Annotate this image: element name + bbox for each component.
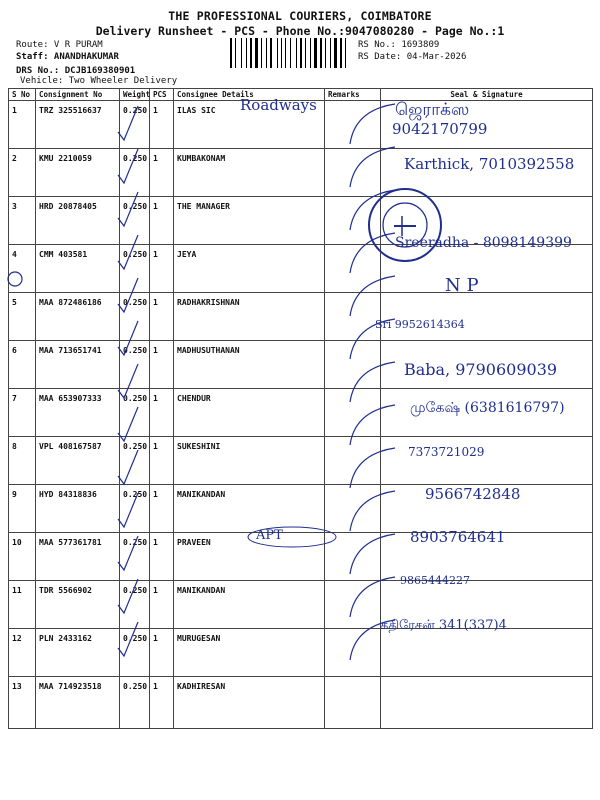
- barcode-bar: [312, 38, 313, 68]
- sno-cell: 4: [9, 245, 36, 293]
- barcode-bar: [305, 38, 306, 68]
- weight-cell: 0.250: [120, 149, 150, 197]
- company-title: THE PROFESSIONAL COURIERS, COIMBATORE: [168, 9, 432, 23]
- consignee-cell: MANIKANDAN: [174, 581, 325, 629]
- barcode-bar: [340, 38, 342, 68]
- barcode-bar: [277, 38, 278, 68]
- consignee-cell: JEYA: [174, 245, 325, 293]
- barcode-bar: [327, 38, 329, 68]
- pcs-cell: 1: [150, 389, 174, 437]
- sno-cell: 11: [9, 581, 36, 629]
- handwritten-signature: 7373721029: [408, 445, 485, 459]
- table-row: [9, 677, 593, 729]
- barcode-bar: [255, 38, 258, 68]
- signature-cell: [381, 293, 593, 341]
- handwritten-signature: Baba, 9790609039: [404, 360, 558, 379]
- barcode-bar: [292, 38, 295, 68]
- remarks-cell: [325, 389, 381, 437]
- barcode-bar: [268, 38, 269, 68]
- barcode-bar: [323, 38, 324, 68]
- handwritten-signature: Sreeradha - 8098149399: [395, 235, 572, 251]
- sno-cell: 9: [9, 485, 36, 533]
- weight-cell: 0.250: [120, 197, 150, 245]
- consignment-cell: MAA 713651741: [36, 341, 120, 389]
- barcode-bar: [347, 38, 349, 68]
- handwritten-note: APT: [256, 528, 283, 543]
- barcode-bar: [246, 38, 247, 68]
- barcode-bar: [270, 38, 272, 68]
- consignee-cell: ILAS SIC: [174, 101, 325, 149]
- handwritten-signature: Sri 9952614364: [375, 318, 465, 331]
- col-pcs: PCS: [150, 89, 174, 101]
- weight-cell: 0.250: [120, 341, 150, 389]
- barcode-bar: [237, 38, 240, 68]
- seal-stamp: [366, 186, 444, 264]
- remarks-cell: [325, 533, 381, 581]
- barcode-bar: [253, 38, 254, 68]
- consignee-cell: MADHUSUTHANAN: [174, 341, 325, 389]
- col-weight: Weight: [120, 89, 150, 101]
- handwritten-signature: கதிரேசன் 341(337)4: [380, 618, 507, 633]
- weight-cell: 0.250: [120, 101, 150, 149]
- weight-cell: 0.250: [120, 485, 150, 533]
- barcode-bar: [310, 38, 311, 68]
- consignee-cell: KUMBAKONAM: [174, 149, 325, 197]
- remarks-cell: [325, 629, 381, 677]
- remarks-cell: [325, 677, 381, 729]
- table-row: [9, 437, 593, 485]
- barcode-bar: [338, 38, 339, 68]
- route-label: Route: V R PURAM: [16, 40, 103, 50]
- barcode-bar: [307, 38, 309, 68]
- barcode-bar: [281, 38, 283, 68]
- pcs-cell: 1: [150, 293, 174, 341]
- consignee-cell: CHENDUR: [174, 389, 325, 437]
- barcode-bar: [250, 38, 252, 68]
- col-consignee: Consignee Details: [174, 89, 325, 101]
- barcode-bar: [318, 38, 319, 68]
- weight-cell: 0.250: [120, 245, 150, 293]
- col-consignment: Consignment No: [36, 89, 120, 101]
- barcode-bar: [243, 38, 245, 68]
- remarks-cell: [325, 437, 381, 485]
- weight-cell: 0.250: [120, 293, 150, 341]
- barcode-bar: [290, 38, 291, 68]
- consignee-cell: KADHIRESAN: [174, 677, 325, 729]
- table-row: [9, 245, 593, 293]
- barcode-bar: [314, 38, 317, 68]
- handwritten-phone: 9566742848: [425, 485, 521, 503]
- barcode-bar: [298, 38, 299, 68]
- table-row: [9, 629, 593, 677]
- consignee-cell: THE MANAGER: [174, 197, 325, 245]
- handwritten-name: ஜெராக்ஸ: [395, 100, 470, 120]
- barcode-bar: [230, 38, 232, 68]
- consignee-cell: MANIKANDAN: [174, 485, 325, 533]
- pcs-cell: 1: [150, 245, 174, 293]
- barcode-bar: [287, 38, 289, 68]
- consignee-cell: MURUGESAN: [174, 629, 325, 677]
- col-signature: Seal & Signature: [381, 89, 593, 101]
- consignment-cell: CMM 403581: [36, 245, 120, 293]
- handwritten-signature: Karthick, 7010392558: [404, 155, 575, 173]
- weight-cell: 0.250: [120, 437, 150, 485]
- weight-cell: 0.250: [120, 389, 150, 437]
- pcs-cell: 1: [150, 485, 174, 533]
- barcode-bar: [320, 38, 322, 68]
- runsheet-subtitle: Delivery Runsheet - PCS - Phone No.:9047080280 - Page No.:1: [95, 24, 505, 38]
- barcode-bar: [325, 38, 326, 68]
- handwritten-note: Roadways: [240, 96, 317, 114]
- barcode-bar: [279, 38, 280, 68]
- sno-cell: 6: [9, 341, 36, 389]
- barcode-bar: [233, 38, 234, 68]
- barcode-bar: [303, 38, 304, 68]
- pcs-cell: 1: [150, 437, 174, 485]
- consignment-cell: HYD 84318836: [36, 485, 120, 533]
- barcode-bar: [283, 38, 284, 68]
- sno-cell: 8: [9, 437, 36, 485]
- remarks-cell: [325, 581, 381, 629]
- consignment-cell: HRD 20878405: [36, 197, 120, 245]
- barcode-bar: [343, 38, 344, 68]
- remarks-cell: [325, 485, 381, 533]
- consignment-cell: MAA 714923518: [36, 677, 120, 729]
- handwritten-signature: முகேஷ் (6381616797): [410, 400, 565, 416]
- barcode-bar: [248, 38, 249, 68]
- consignment-cell: VPL 408167587: [36, 437, 120, 485]
- consignment-cell: MAA 577361781: [36, 533, 120, 581]
- drs-number: DRS No.: DCJB169380901: [16, 66, 136, 76]
- barcode-bar: [261, 38, 262, 68]
- pcs-cell: 1: [150, 629, 174, 677]
- remarks-cell: [325, 341, 381, 389]
- pcs-cell: 1: [150, 149, 174, 197]
- remarks-cell: [325, 101, 381, 149]
- pcs-cell: 1: [150, 677, 174, 729]
- rs-number: RS No.: 1693809: [358, 40, 440, 50]
- consignment-cell: TRZ 325516637: [36, 101, 120, 149]
- vehicle-label: Vehicle: Two Wheeler Delivery: [20, 76, 178, 86]
- table-row: [9, 293, 593, 341]
- barcode-bar: [259, 38, 260, 68]
- consignee-cell: SUKESHINI: [174, 437, 325, 485]
- signature-cell: [381, 677, 593, 729]
- barcode-bar: [241, 38, 242, 68]
- sno-cell: 1: [9, 101, 36, 149]
- sno-cell: 12: [9, 629, 36, 677]
- consignment-cell: TDR 5566902: [36, 581, 120, 629]
- barcode: [230, 38, 350, 68]
- weight-cell: 0.250: [120, 629, 150, 677]
- barcode-bar: [263, 38, 265, 68]
- barcode-bar: [332, 38, 333, 68]
- weight-cell: 0.250: [120, 581, 150, 629]
- rs-date: RS Date: 04-Mar-2026: [358, 52, 467, 62]
- barcode-bar: [300, 38, 302, 68]
- pcs-cell: 1: [150, 581, 174, 629]
- sno-cell: 5: [9, 293, 36, 341]
- weight-cell: 0.250: [120, 677, 150, 729]
- consignee-cell: PRAVEEN: [174, 533, 325, 581]
- barcode-bar: [345, 38, 346, 68]
- sno-cell: 7: [9, 389, 36, 437]
- sno-cell: 13: [9, 677, 36, 729]
- staff-label: Staff: ANANDHAKUMAR: [16, 52, 119, 62]
- sno-cell: 2: [9, 149, 36, 197]
- handwritten-phone: 9865444227: [400, 574, 470, 587]
- handwritten-phone: 8903764641: [410, 528, 506, 546]
- sno-cell: 3: [9, 197, 36, 245]
- handwritten-phone: 9042170799: [392, 120, 488, 138]
- signature-cell: [381, 437, 593, 485]
- pcs-cell: 1: [150, 341, 174, 389]
- consignment-cell: MAA 653907333: [36, 389, 120, 437]
- consignee-cell: RADHAKRISHNAN: [174, 293, 325, 341]
- col-remarks: Remarks: [325, 89, 381, 101]
- consignment-cell: KMU 2210059: [36, 149, 120, 197]
- pcs-cell: 1: [150, 101, 174, 149]
- pcs-cell: 1: [150, 197, 174, 245]
- handwritten-remark: N P: [445, 275, 479, 296]
- consignment-cell: MAA 872486186: [36, 293, 120, 341]
- barcode-bar: [296, 38, 297, 68]
- barcode-bar: [266, 38, 267, 68]
- pcs-cell: 1: [150, 533, 174, 581]
- barcode-bar: [273, 38, 276, 68]
- col-sno: S No: [9, 89, 36, 101]
- signature-cell: [381, 629, 593, 677]
- remarks-cell: [325, 293, 381, 341]
- barcode-bar: [334, 38, 337, 68]
- sno-cell: 10: [9, 533, 36, 581]
- barcode-bar: [235, 38, 236, 68]
- barcode-bar: [330, 38, 331, 68]
- barcode-bar: [285, 38, 286, 68]
- consignment-cell: PLN 2433162: [36, 629, 120, 677]
- weight-cell: 0.250: [120, 533, 150, 581]
